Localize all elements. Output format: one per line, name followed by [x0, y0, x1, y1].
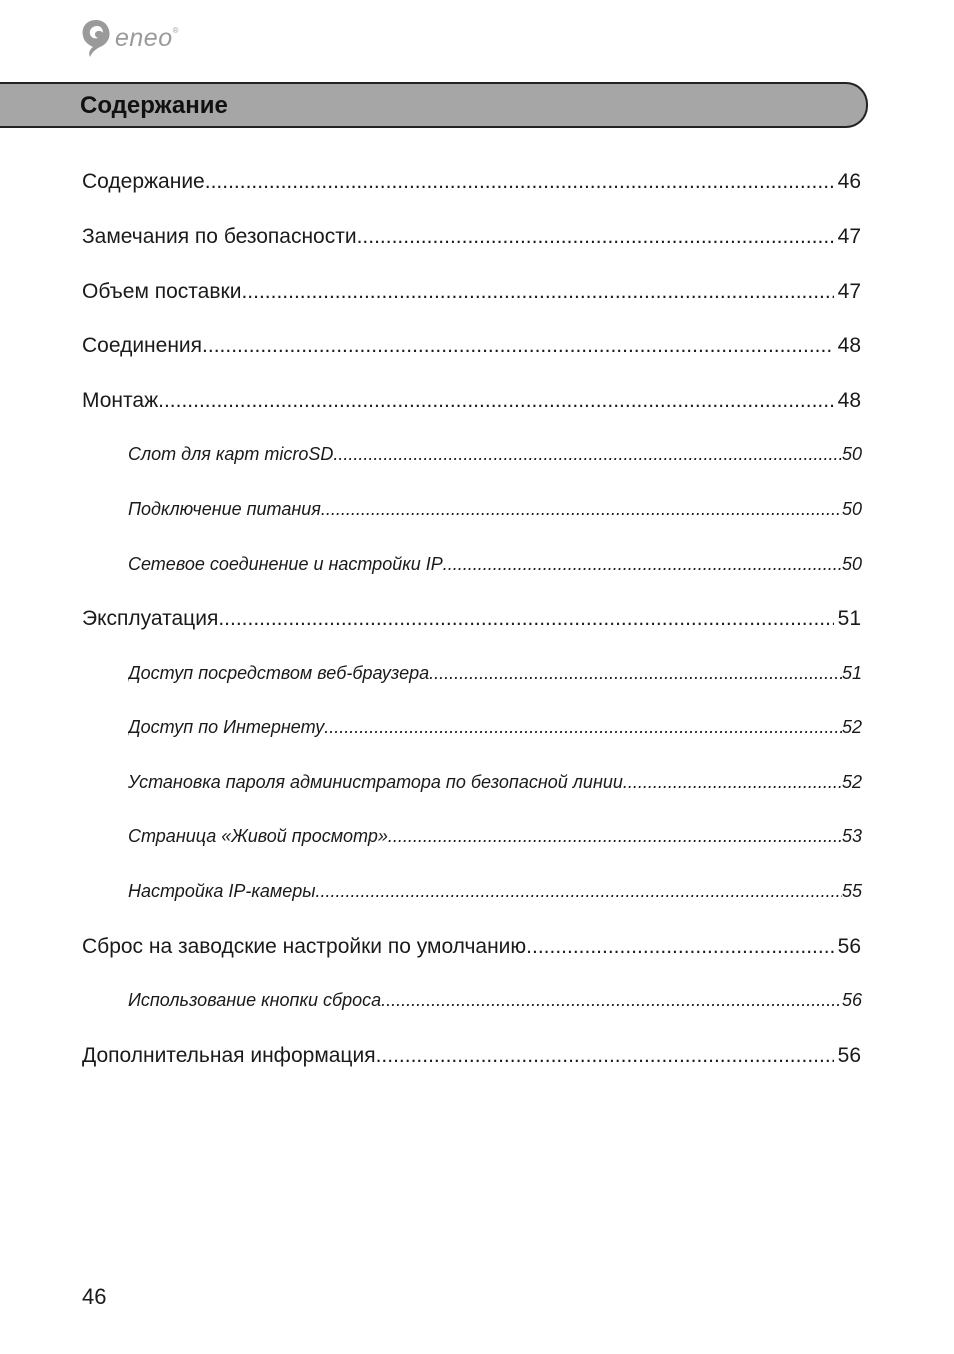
toc-dot-leader: [429, 663, 842, 684]
toc-entry-page: 46: [837, 170, 861, 193]
toc-entry: [128, 772, 862, 793]
toc-entry: [128, 826, 862, 847]
toc-dot-leader: [218, 607, 833, 631]
toc-entry-label: Установка пароля администратора по безопасной линии.: [128, 772, 628, 792]
toc-entry-page: 48: [837, 389, 861, 412]
toc-entry-label: Сброс на заводские настройки по умолчанию.: [82, 935, 532, 958]
toc-entry-page: 50: [841, 554, 862, 574]
toc-entry-page: 56: [837, 1044, 861, 1067]
toc-dot-leader: [205, 170, 834, 194]
toc-dot-leader: [158, 389, 834, 413]
toc-entry: [82, 170, 861, 194]
toc-dot-leader: [443, 554, 842, 575]
toc-entry-page: 52: [841, 772, 862, 792]
toc-entry: [82, 280, 861, 304]
toc-entry: [128, 990, 862, 1011]
toc-entry-page: 51: [837, 607, 861, 630]
toc-entry-label: Страница «Живой просмотр»: [128, 826, 388, 846]
toc-dot-leader: [376, 1044, 834, 1068]
toc-entry: [128, 881, 862, 902]
toc-dot-leader: [241, 280, 833, 304]
toc-entry-page: 56: [837, 935, 861, 958]
toc-entry-page: 47: [837, 280, 861, 303]
logo-wordmark: eneo: [115, 23, 173, 52]
toc-entry-label: Использование кнопки сброса: [128, 990, 382, 1010]
toc-entry: [128, 663, 862, 684]
toc-entry-label: Подключение питания: [128, 499, 321, 519]
toc-entry: [82, 225, 861, 249]
page-title: Содержание: [80, 92, 228, 119]
toc-entry-page: 56: [841, 990, 862, 1010]
toc-entry: [82, 334, 861, 358]
eneo-logo-icon: [80, 18, 112, 58]
toc-entry-label: Объем поставки: [82, 280, 242, 303]
toc-entry: [128, 717, 862, 738]
toc-dot-leader: [357, 225, 834, 249]
toc-entry-page: 50: [841, 444, 862, 464]
toc-entry-page: 48: [837, 334, 861, 357]
toc-dot-leader: [315, 881, 842, 902]
toc-dot-leader: [381, 990, 842, 1011]
toc-entry-page: 50: [841, 499, 862, 519]
toc-entry-label: Соединения: [82, 334, 203, 357]
toc-entry-page: 53: [841, 826, 862, 846]
toc-entry-page: 55: [841, 881, 862, 901]
logo-registered-mark: ®: [172, 25, 179, 35]
toc-dot-leader: [324, 717, 842, 738]
toc-dot-leader: [628, 772, 842, 793]
toc-entry-label: Сетевое соединение и настройки IP: [128, 554, 443, 574]
toc-entry: [128, 444, 862, 465]
toc-entry-label: Дополнительная информация: [82, 1044, 376, 1067]
toc-dot-leader: [202, 334, 834, 358]
brand-logo: [80, 16, 179, 60]
toc-entry-label: Эксплуатация: [82, 607, 219, 630]
toc-entry: [82, 1044, 861, 1068]
toc-entry-page: 51: [841, 663, 862, 683]
toc-entry-page: 52: [841, 717, 862, 737]
toc-entry-label: Замечания по безопасности: [82, 225, 357, 248]
page-number: 46: [82, 1284, 107, 1309]
toc-entry: [82, 389, 861, 413]
toc-entry-label: Доступ посредством веб-браузера: [128, 663, 430, 683]
toc-entry-label: Слот для карт microSD: [128, 444, 334, 464]
toc-dot-leader: [388, 826, 842, 847]
section-title-bar: [0, 82, 868, 128]
toc-dot-leader: [532, 935, 834, 959]
toc-entry-label: Монтаж: [82, 389, 159, 412]
toc-entry-label: Настройка IP-камеры: [128, 881, 316, 901]
toc-dot-leader: [333, 444, 842, 465]
toc-dot-leader: [321, 499, 842, 520]
toc-entry-page: 47: [837, 225, 861, 248]
toc-entry-label: Содержание: [82, 170, 205, 193]
toc-entry: [82, 935, 861, 959]
toc-entry: [82, 607, 861, 631]
toc-entry: [128, 499, 862, 520]
toc-entry-label: Доступ по Интернету: [128, 717, 325, 737]
toc-entry: [128, 554, 862, 575]
